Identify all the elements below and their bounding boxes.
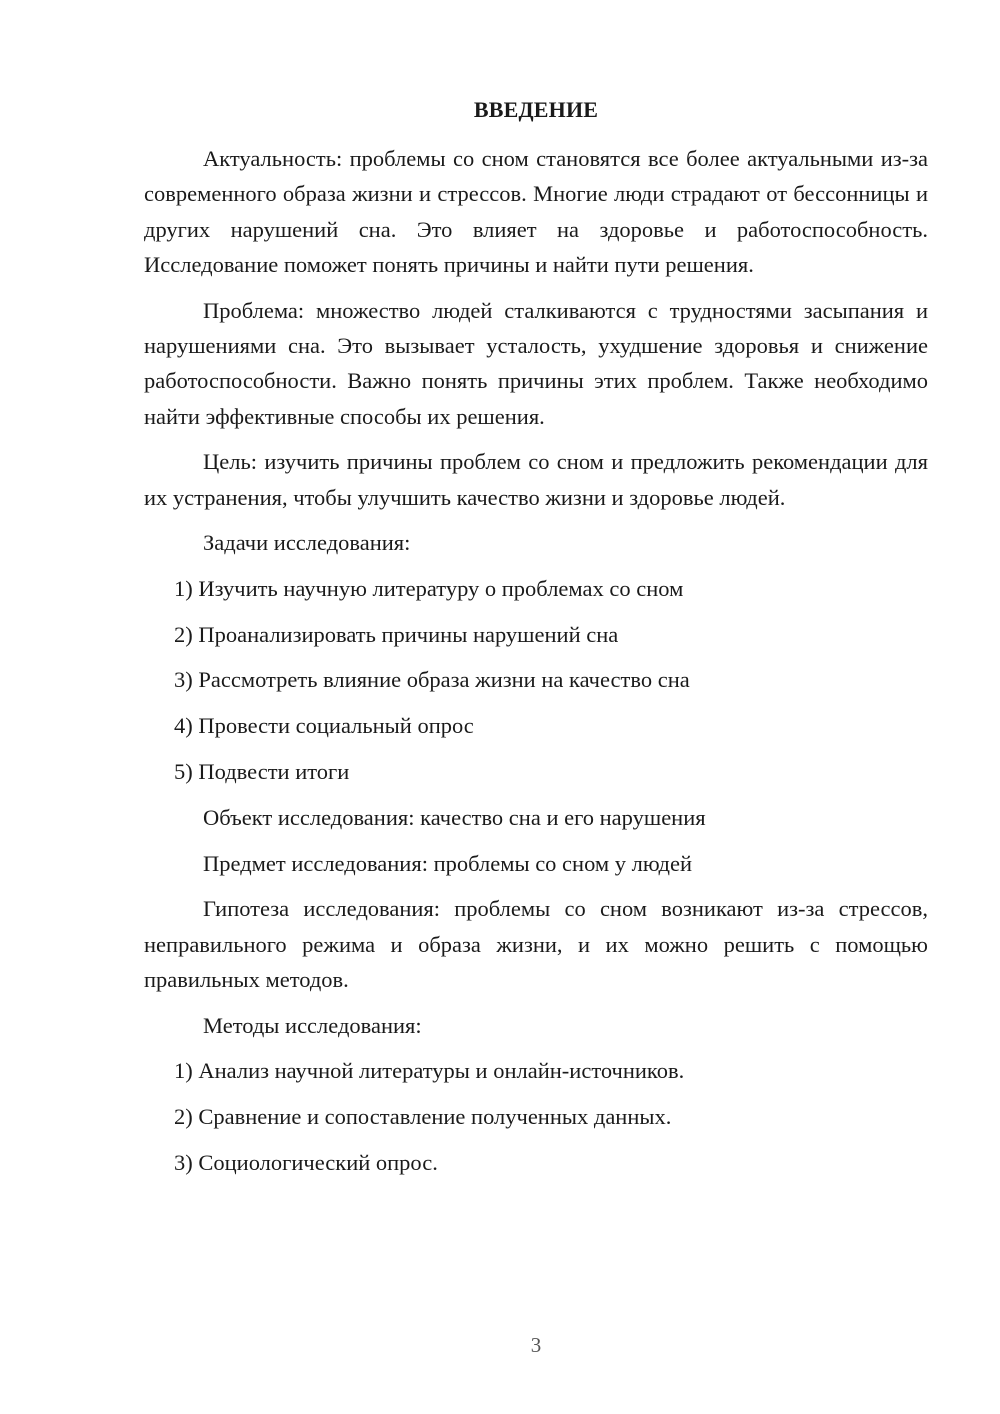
methods-heading: Методы исследования:	[203, 1012, 422, 1038]
object-paragraph: Объект исследования: качество сна и его нарушения	[203, 804, 706, 830]
task-item: 1) Изучить научную литературу о проблемах со сном	[174, 575, 684, 601]
problem-paragraph: Проблема: множество людей сталкиваются с трудностями засыпания и нарушениями сна. Это вызывает усталость, ухудшение здоровья и снижение работоспособности. Важно понять причины этих проблем. Также необходимо найти эффективные способы их решения.	[144, 297, 928, 429]
page-content	[144, 141, 928, 1191]
task-item: 5) Подвести итоги	[174, 759, 350, 785]
task-item: 3) Рассмотреть влияние образа жизни на качество сна	[174, 667, 690, 693]
method-item: 3) Социологический опрос.	[174, 1150, 438, 1176]
method-item: 2) Сравнение и сопоставление полученных данных.	[174, 1104, 672, 1130]
subject-paragraph: Предмет исследования: проблемы со сном у людей	[203, 850, 693, 876]
hypothesis-paragraph: Гипотеза исследования: проблемы со сном возникают из-за стрессов, неправильного режима и образа жизни, и их можно решить с помощью правильных методов.	[144, 896, 928, 993]
tasks-list	[144, 571, 928, 790]
relevance-paragraph: Актуальность: проблемы со сном становятся все более актуальными из-за современного образа жизни и стрессов. Многие люди страдают от бессонницы и других нарушений сна. Это влияет на здоровье и работоспособность. Исследование поможет понять причины и найти пути решения.	[144, 146, 928, 278]
method-item: 1) Анализ научной литературы и онлайн-источников.	[174, 1058, 685, 1084]
page-title: ВВЕДЕНИЕ	[473, 97, 599, 122]
tasks-heading: Задачи исследования:	[203, 530, 411, 556]
task-item: 2) Проанализировать причины нарушений сна	[174, 621, 619, 647]
methods-list	[144, 1053, 928, 1180]
goal-paragraph: Цель: изучить причины проблем со сном и предложить рекомендации для их устранения, чтобы улучшить качество жизни и здоровье людей.	[144, 449, 928, 510]
task-item: 4) Провести социальный опрос	[174, 713, 474, 739]
page-number: 3	[530, 1333, 542, 1357]
